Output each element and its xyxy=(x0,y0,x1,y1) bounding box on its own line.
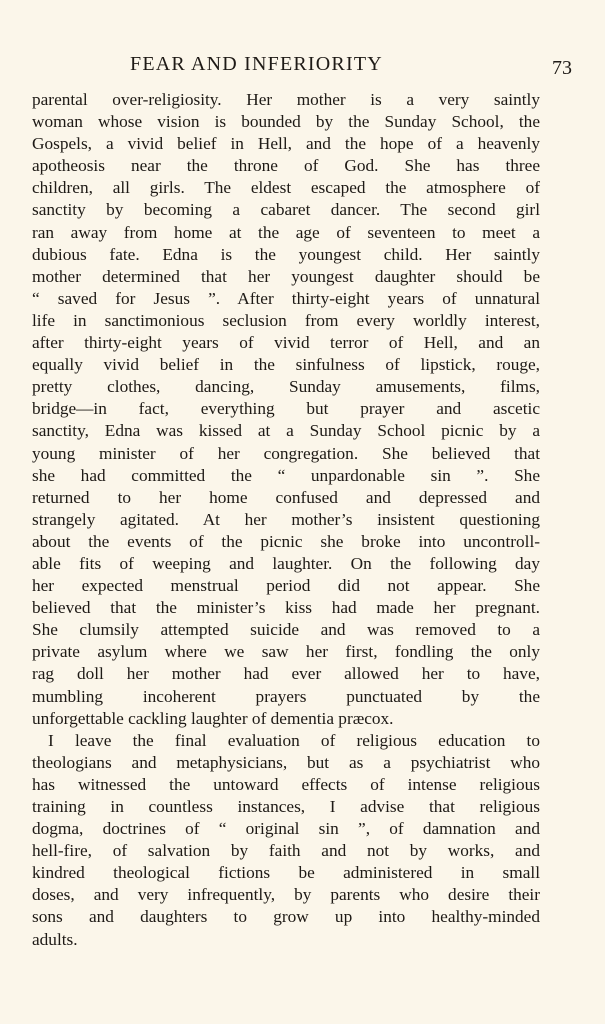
text-line: adults. xyxy=(32,929,78,949)
text-line: returned to her home confused and depressed and xyxy=(32,487,540,507)
text-line: young minister of her congregation. She believed that xyxy=(32,443,540,463)
text-line: apotheosis near the throne of God. She has three xyxy=(32,156,540,176)
text-line: kindred theological fictions be administered in small xyxy=(32,863,540,883)
paragraph xyxy=(32,89,540,730)
text-line: able fits of weeping and laughter. On the following day xyxy=(32,553,540,573)
text-line: sanctity by becoming a cabaret dancer. The second girl xyxy=(32,200,540,220)
text-line: “ saved for Jesus ”. After thirty-eight years of unnatural xyxy=(32,288,540,308)
text-line: Gospels, a vivid belief in Hell, and the hope of a heavenly xyxy=(32,134,540,154)
text-line: life in sanctimonious seclusion from every worldly interest, xyxy=(32,310,540,330)
paragraph xyxy=(32,730,540,951)
text-line: her expected menstrual period did not appear. She xyxy=(32,576,540,596)
text-line: sons and daughters to grow up into healthy-minded xyxy=(32,907,540,927)
text-line: believed that the minister’s kiss had made her pregnant. xyxy=(32,598,540,618)
text-line: dogma, doctrines of “ original sin ”, of damnation and xyxy=(32,819,540,839)
text-line: has witnessed the untoward effects of intense religious xyxy=(32,774,540,794)
text-line: children, all girls. The eldest escaped the atmosphere of xyxy=(32,178,540,198)
text-line: She clumsily attempted suicide and was removed to a xyxy=(32,620,540,640)
text-line: theologians and metaphysicians, but as a psychiatrist who xyxy=(32,752,540,772)
text-line: mumbling incoherent prayers punctuated by the xyxy=(32,686,540,706)
page-number: 73 xyxy=(552,57,572,79)
text-line: sanctity, Edna was kissed at a Sunday School picnic by a xyxy=(32,421,540,441)
text-line: unforgettable cackling laughter of dementia præcox. xyxy=(32,708,394,728)
chapter-title: FEAR AND INFERIORITY xyxy=(130,53,383,75)
text-line: about the events of the picnic she broke into uncontroll- xyxy=(32,531,540,551)
text-line: woman whose vision is bounded by the Sunday School, the xyxy=(32,112,540,132)
text-line: dubious fate. Edna is the youngest child. Her saintly xyxy=(32,244,540,264)
text-line: rag doll her mother had ever allowed her to have, xyxy=(32,664,540,684)
text-line: she had committed the “ unpardonable sin ”. She xyxy=(32,465,540,485)
text-line: training in countless instances, I advise that religious xyxy=(32,797,540,816)
text-line: strangely agitated. At her mother’s insistent questioning xyxy=(32,509,540,529)
text-line: pretty clothes, dancing, Sunday amusements, films, xyxy=(32,377,540,397)
text-line: I leave the final evaluation of religious education to xyxy=(48,730,540,750)
text-line: equally vivid belief in the sinfulness of lipstick, rouge, xyxy=(32,355,540,375)
text-line: parental over-religiosity. Her mother is a very saintly xyxy=(32,90,540,109)
text-line: ran away from home at the age of seventeen to meet a xyxy=(32,222,540,242)
text-line: after thirty-eight years of vivid terror of Hell, and an xyxy=(32,333,540,353)
body-text xyxy=(32,89,540,951)
text-line: hell-fire, of salvation by faith and not by works, and xyxy=(32,841,540,861)
text-line: mother determined that her youngest daughter should be xyxy=(32,266,540,286)
text-line: doses, and very infrequently, by parents who desire their xyxy=(32,885,540,905)
text-line: bridge—in fact, everything but prayer and ascetic xyxy=(32,399,540,419)
running-head xyxy=(32,50,572,82)
text-line: private asylum where we saw her first, fondling the only xyxy=(32,642,540,662)
